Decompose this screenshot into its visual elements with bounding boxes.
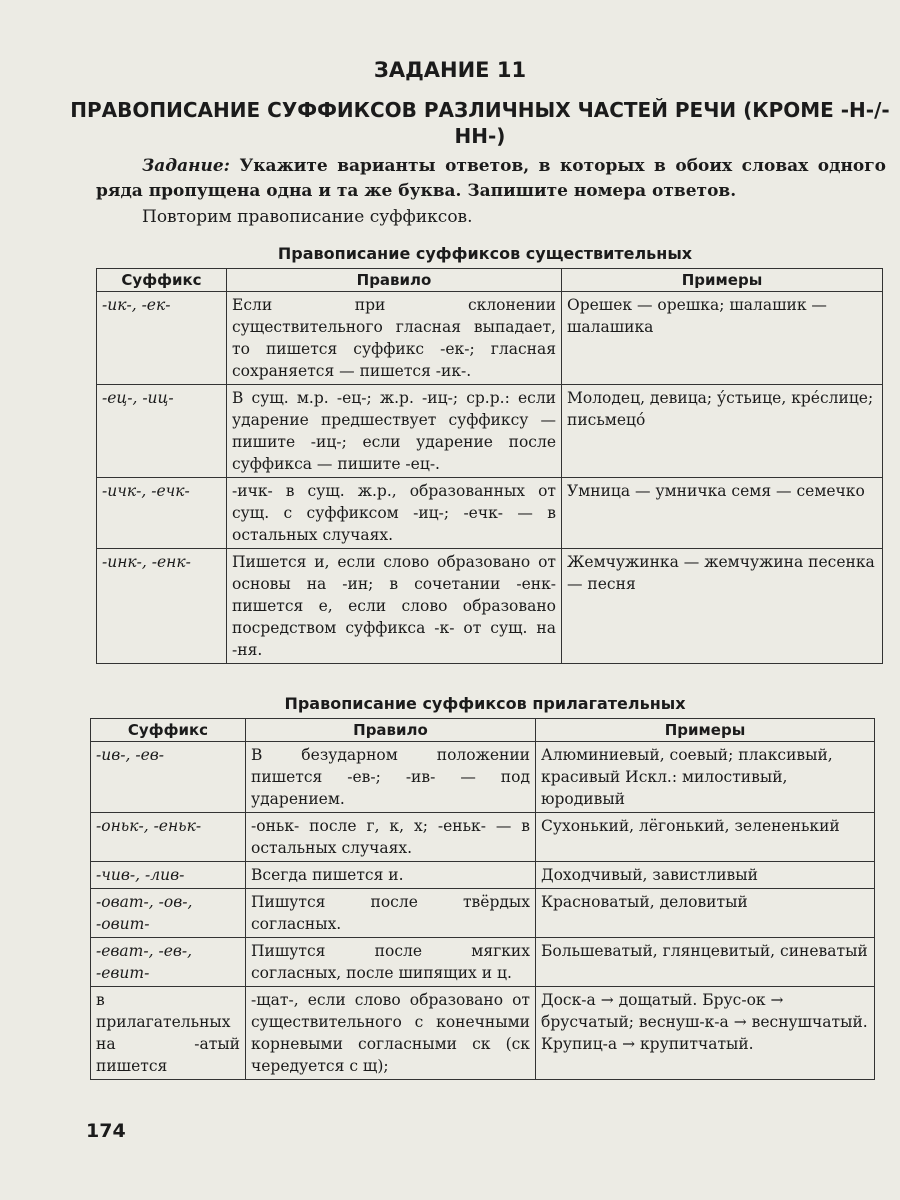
task-label: Задание: (142, 156, 230, 176)
rule-cell: Пишутся после твёрдых согласных. (246, 889, 536, 938)
task-text: Укажите варианты ответов, в которых в обоих словах одного ряда пропущена одна и та же буква. Запишите номера ответов. (96, 156, 886, 201)
suffix-cell: -ец-, -иц- (97, 385, 227, 478)
suffix-cell: -ик-, -ек- (97, 292, 227, 385)
table-row (97, 385, 883, 478)
table-row (91, 742, 875, 813)
examples-cell: Доходчивый, завистливый (536, 862, 875, 889)
rule-cell: В безударном положении пишется -ев-; -ив- — под ударением. (246, 742, 536, 813)
header-rule: Правило (227, 269, 562, 292)
adjectives-caption: Правописание суффиксов прилагательных (284, 694, 686, 713)
rule-cell: -щат-, если слово образовано от существительного с конечными корневыми согласными ск (ск чередуется с щ); (246, 987, 536, 1080)
table-header-row (91, 719, 875, 742)
header-suffix: Суффикс (91, 719, 246, 742)
rule-cell: Всегда пишется и. (246, 862, 536, 889)
rule-cell: Пишется и, если слово образовано от основы на -ин; в сочетании -енк- пишется е, если слово образовано посредством суффикса -к- от сущ. на -ня. (227, 549, 562, 664)
examples-cell: Сухонький, лёгонький, зелененький (536, 813, 875, 862)
table-header-row (97, 269, 883, 292)
table-row (97, 478, 883, 549)
nouns-caption: Правописание суффиксов существительных (277, 244, 693, 263)
examples-cell: Красноватый, деловитый (536, 889, 875, 938)
table-row (91, 862, 875, 889)
suffix-cell: -еват-, -ев-, -евит- (91, 938, 246, 987)
table-row (91, 987, 875, 1080)
suffix-cell: -инк-, -енк- (97, 549, 227, 664)
table-row (91, 938, 875, 987)
nouns-table (96, 268, 883, 664)
table-row (97, 549, 883, 664)
header-rule: Правило (246, 719, 536, 742)
examples-cell: Алюминиевый, соевый; плаксивый, красивый Искл.: милостивый, юродивый (536, 742, 875, 813)
examples-cell: Жемчужинка — жемчужина песенка — песня (562, 549, 883, 664)
adjectives-table (90, 718, 875, 1080)
header-examples: Примеры (562, 269, 883, 292)
suffix-cell: -ив-, -ев- (91, 742, 246, 813)
rule-cell: -оньк- после г, к, х; -еньк- — в остальных случаях. (246, 813, 536, 862)
page-title: ЗАДАНИЕ 11 (373, 58, 527, 82)
header-suffix: Суффикс (97, 269, 227, 292)
suffix-cell: -оват-, -ов-, -овит- (91, 889, 246, 938)
task-paragraph (96, 154, 886, 204)
page-number: 174 (86, 1120, 126, 1142)
rule-cell: Если при склонении существительного гласная выпадает, то пишется суффикс -ек-; гласная сохраняется — пишется -ик-. (227, 292, 562, 385)
suffix-cell: -чив-, -лив- (91, 862, 246, 889)
examples-cell: Умница — умничка семя — семечко (562, 478, 883, 549)
suffix-cell: -ичк-, -ечк- (97, 478, 227, 549)
repeat-text: Повторим правописание суффиксов. (142, 207, 473, 227)
examples-cell: Молодец, девица; у́стьице, кре́слице; письмецо́ (562, 385, 883, 478)
table-row (91, 889, 875, 938)
rule-cell: Пишутся после мягких согласных, после шипящих и ц. (246, 938, 536, 987)
section-title: ПРАВОПИСАНИЕ СУФФИКСОВ РАЗЛИЧНЫХ ЧАСТЕЙ РЕЧИ (КРОМЕ -Н-/-НН-) (70, 98, 890, 148)
examples-cell: Орешек — орешка; шалашик — шалашика (562, 292, 883, 385)
suffix-cell: -оньк-, -еньк- (91, 813, 246, 862)
examples-cell: Большеватый, глянцевитый, синеватый (536, 938, 875, 987)
rule-cell: -ичк- в сущ. ж.р., образованных от сущ. с суффиксом -иц-; -ечк- — в остальных случаях. (227, 478, 562, 549)
header-examples: Примеры (536, 719, 875, 742)
table-row (97, 292, 883, 385)
examples-cell: Доск-а → дощатый. Брус-ок → брусчатый; веснуш-к-а → веснушчатый. Крупиц-а → крупитчатый. (536, 987, 875, 1080)
suffix-cell: в прилагательных на -атый пишется (91, 987, 246, 1080)
rule-cell: В сущ. м.р. -ец-; ж.р. -иц-; ср.р.: если ударение предшествует суффиксу — пишите -иц-; если ударение после суффикса — пишите -ец-. (227, 385, 562, 478)
table-row (91, 813, 875, 862)
